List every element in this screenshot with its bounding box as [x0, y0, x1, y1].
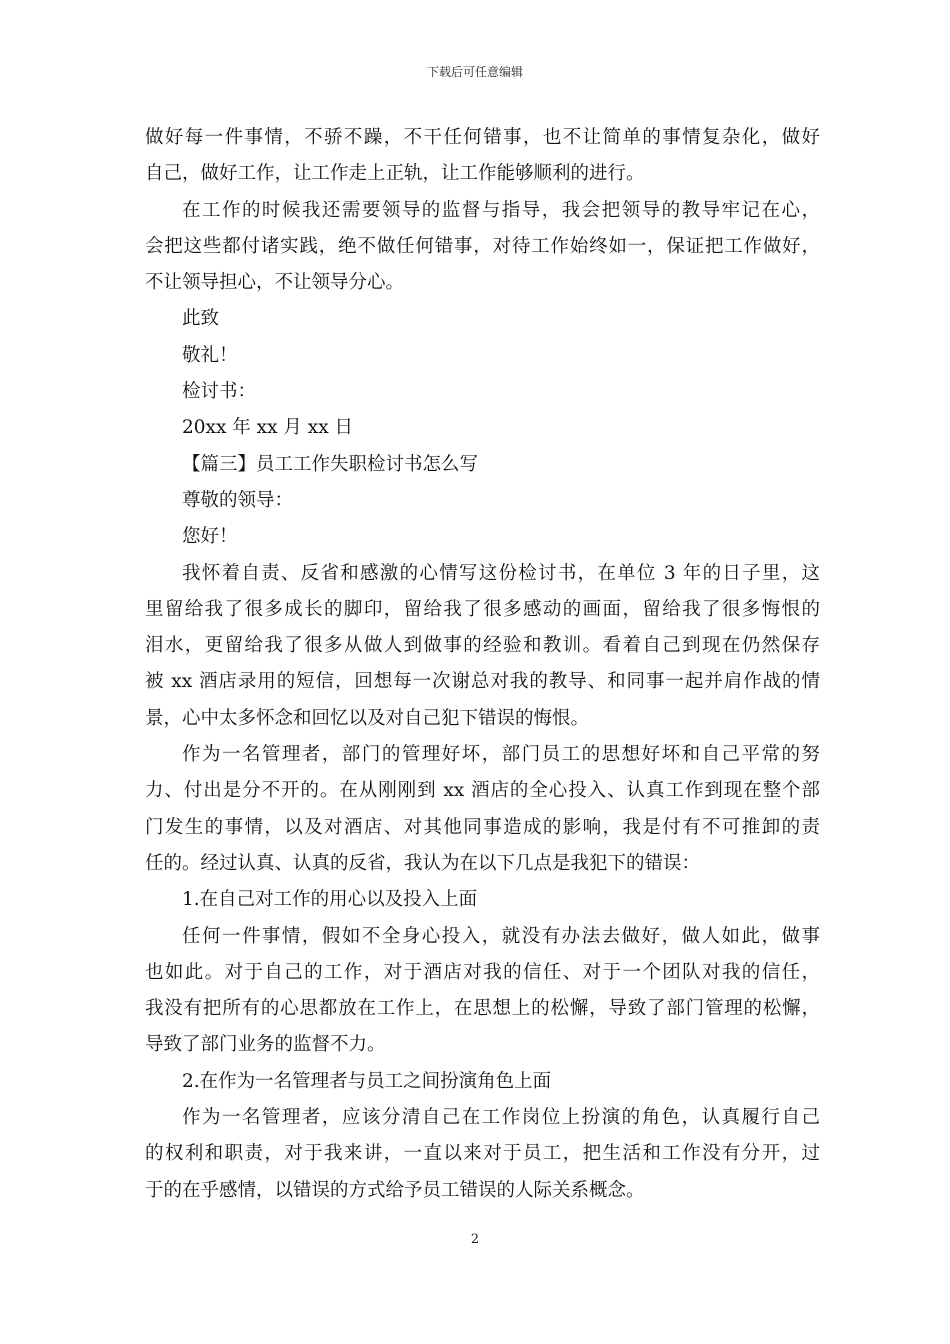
text-line: 门发生的事情，以及对酒店、对其他同事造成的影响，我是付有不可推卸的责	[145, 816, 820, 838]
text-line: 任的。经过认真、认真的反省，我认为在以下几点是我犯下的错误：	[145, 852, 701, 874]
text-line: 的权利和职责，对于我来讲，一直以来对于员工，把生活和工作没有分开，过	[145, 1143, 820, 1165]
text-line: 被 xx 酒店录用的短信，回想每一次谢总对我的教导、和同事一起并肩作战的情	[145, 671, 820, 693]
text-line: 里留给我了很多成长的脚印，留给我了很多感动的画面，留给我了很多悔恨的	[145, 598, 820, 620]
page-number: 2	[470, 1232, 480, 1247]
text-line: 力、付出是分不开的。在从刚刚到 xx 酒店的全心投入、认真工作到现在整个部	[145, 780, 820, 802]
text-line: 我怀着自责、反省和感激的心情写这份检讨书，在单位 3 年的日子里，这	[182, 562, 820, 584]
text-line: 在工作的时候我还需要领导的监督与指导，我会把领导的教导牢记在心，	[182, 199, 820, 221]
text-line: 做好每一件事情，不骄不躁，不干任何错事，也不让简单的事情复杂化，做好	[145, 127, 820, 148]
list-heading: 2.在作为一名管理者与员工之间扮演角色上面	[182, 1070, 552, 1092]
text-line: 景，心中太多怀念和回忆以及对自己犯下错误的悔恨。	[145, 707, 590, 729]
text-line: 泪水，更留给我了很多从做人到做事的经验和教训。看着自己到现在仍然保存	[145, 635, 820, 657]
text-line: 也如此。对于自己的工作，对于酒店对我的信任、对于一个团队对我的信任，	[145, 961, 820, 983]
section-heading: 【篇三】员工工作失职检讨书怎么写	[182, 453, 479, 475]
greeting-line: 尊敬的领导：	[182, 489, 294, 511]
text-line: 导致了部门业务的监督不力。	[145, 1034, 386, 1056]
page-header: 下载后可任意编辑	[426, 65, 523, 79]
closing-salutation: 此致	[182, 308, 220, 330]
text-line: 作为一名管理者，应该分清自己在工作岗位上扮演的角色，认真履行自己	[182, 1107, 820, 1129]
document-body	[145, 120, 820, 1209]
signature-label: 检讨书：	[182, 381, 257, 403]
greeting-line: 您好！	[182, 526, 238, 548]
text-line: 自己，做好工作，让工作走上正轨，让工作能够顺利的进行。	[145, 163, 645, 185]
text-line: 作为一名管理者，部门的管理好坏，部门员工的思想好坏和自己平常的努	[182, 744, 820, 766]
text-line: 于的在乎感情，以错误的方式给予员工错误的人际关系概念。	[145, 1179, 645, 1201]
closing-regards: 敬礼！	[182, 344, 238, 366]
date-line: 20xx 年 xx 月 xx 日	[182, 417, 354, 439]
list-heading: 1.在自己对工作的用心以及投入上面	[182, 889, 478, 911]
text-line: 不让领导担心，不让领导分心。	[145, 272, 405, 294]
text-line: 任何一件事情，假如不全身心投入，就没有办法去做好，做人如此，做事	[182, 925, 820, 947]
text-line: 我没有把所有的心思都放在工作上，在思想上的松懈，导致了部门管理的松懈，	[145, 998, 820, 1020]
text-line: 会把这些都付诸实践，绝不做任何错事，对待工作始终如一，保证把工作做好，	[145, 235, 820, 257]
